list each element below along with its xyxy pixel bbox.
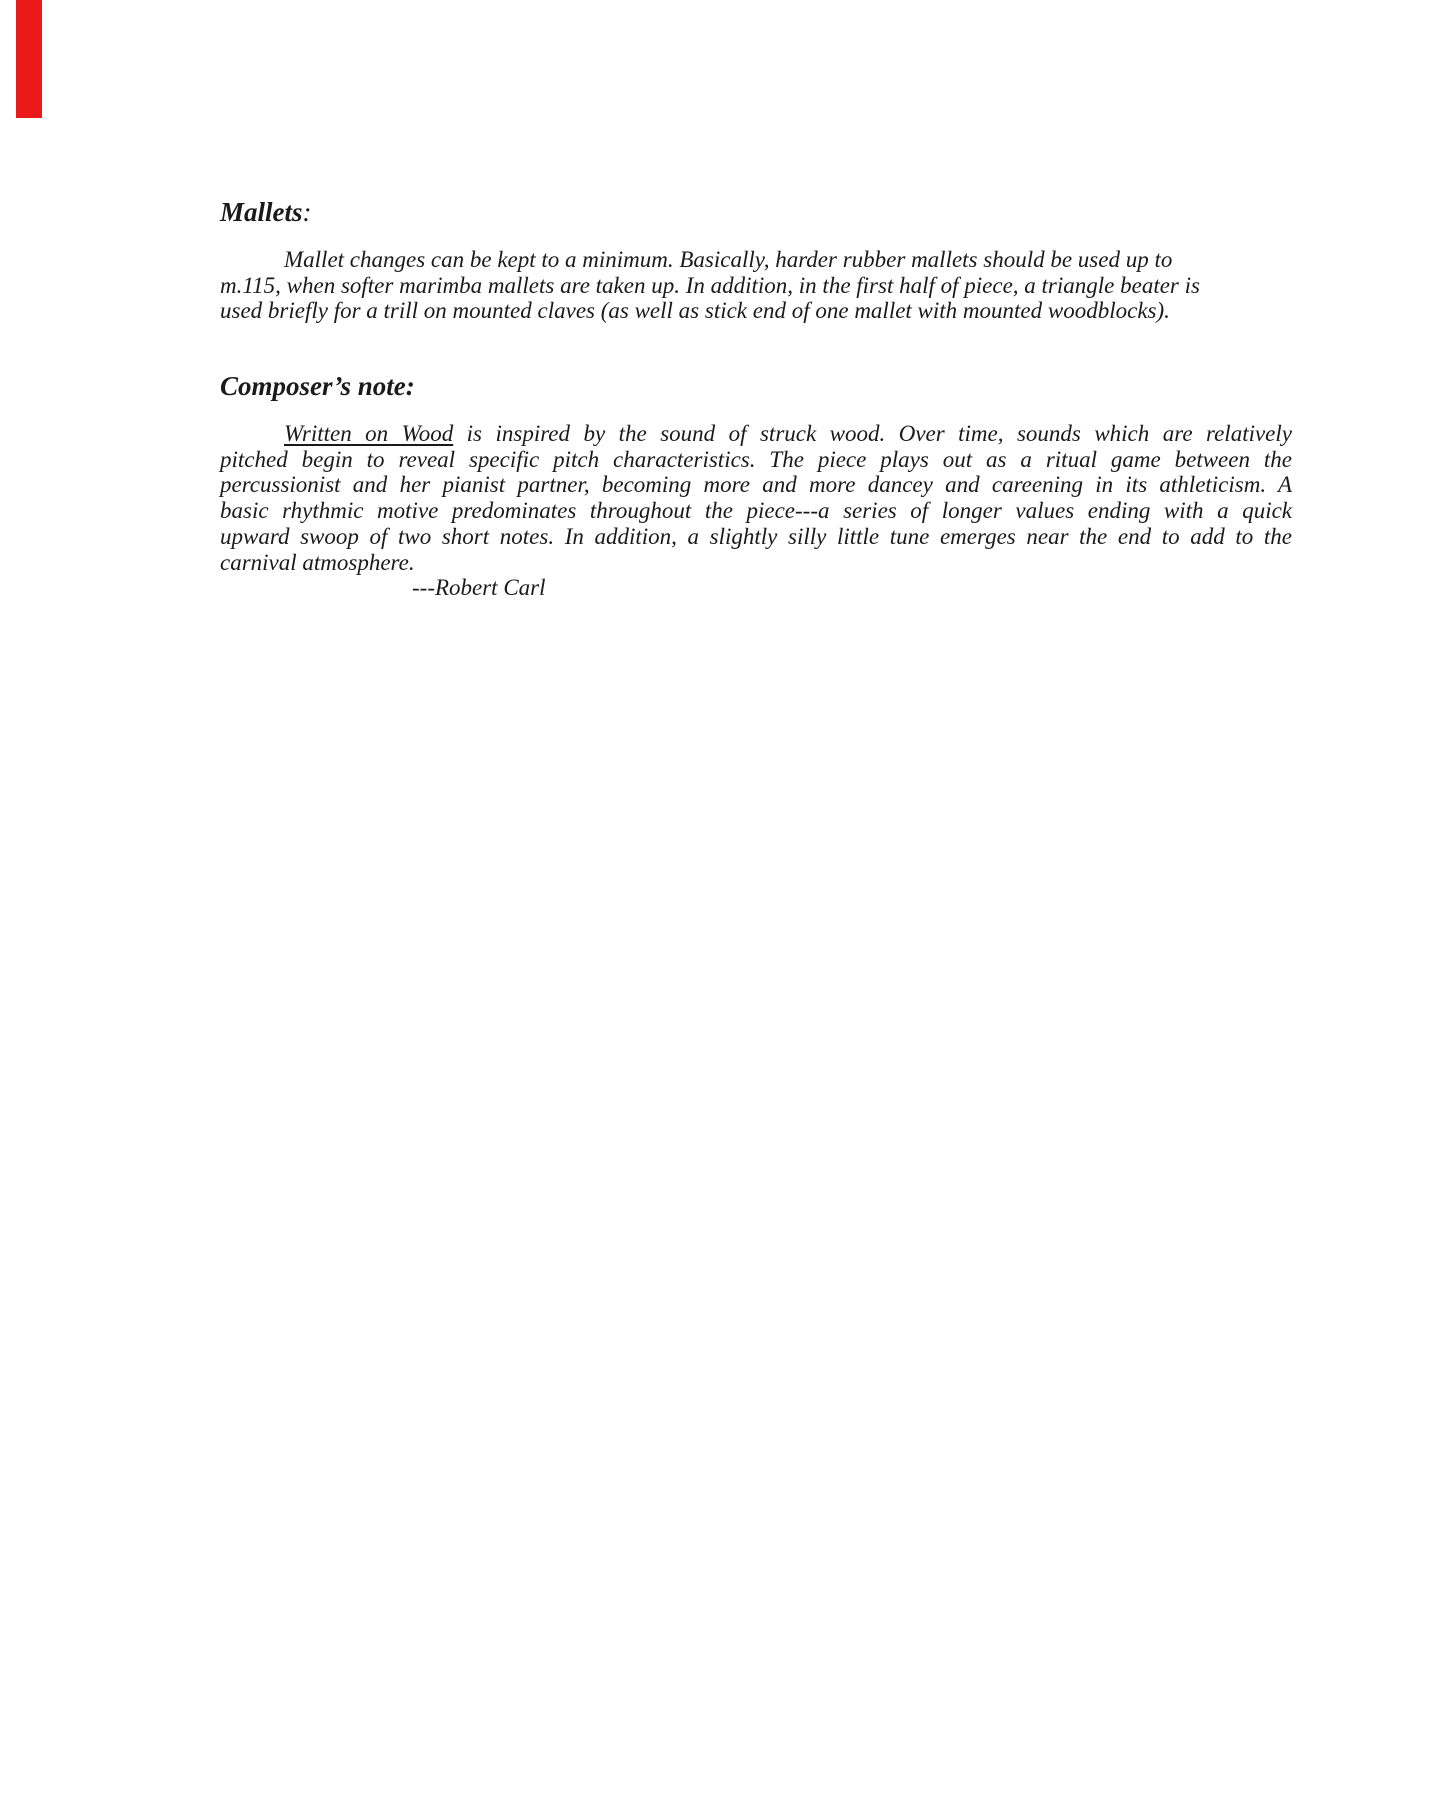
mallets-heading-word: Mallets [220, 197, 303, 227]
composers-note-heading: Composer’s note: [220, 371, 415, 401]
paragraph-line: upward swoop of two short notes. In addition, a slightly silly little tune emerges near the end to add to the [220, 523, 1292, 549]
underlined-piece-title: Written on Wood [284, 421, 454, 446]
paragraph-line: used briefly for a trill on mounted claves (as well as stick end of one mallet with mounted woodblocks). [220, 298, 1170, 324]
composer-signature: ---Robert Carl [412, 575, 546, 601]
paragraph-line: carnival atmosphere. [220, 549, 415, 575]
mallets-paragraph [220, 247, 1292, 324]
paragraph-line: pitched begin to reveal specific pitch characteristics. The piece plays out as a ritual game between the [220, 446, 1292, 472]
paragraph-line: Mallet changes can be kept to a minimum. Basically, harder rubber mallets should be used up to [284, 247, 1173, 272]
paragraph-line [220, 421, 1292, 447]
mallets-heading-colon: : [302, 197, 312, 227]
paragraph-line: percussionist and her pianist partner, becoming more and more dancey and careening in its athleticism. A [220, 472, 1292, 498]
paragraph-line: basic rhythmic motive predominates throughout the piece---a series of longer values ending with a quick [220, 498, 1292, 524]
red-edge-mark [16, 0, 42, 118]
paragraph-line-text: is inspired by the sound of struck wood. Over time, sounds which are relatively [453, 421, 1292, 446]
mallets-heading [220, 197, 312, 228]
composers-note-paragraph [220, 421, 1292, 601]
paragraph-line: m.115, when softer marimba mallets are taken up. In addition, in the first half of piece, a triangle beater is [220, 272, 1200, 298]
